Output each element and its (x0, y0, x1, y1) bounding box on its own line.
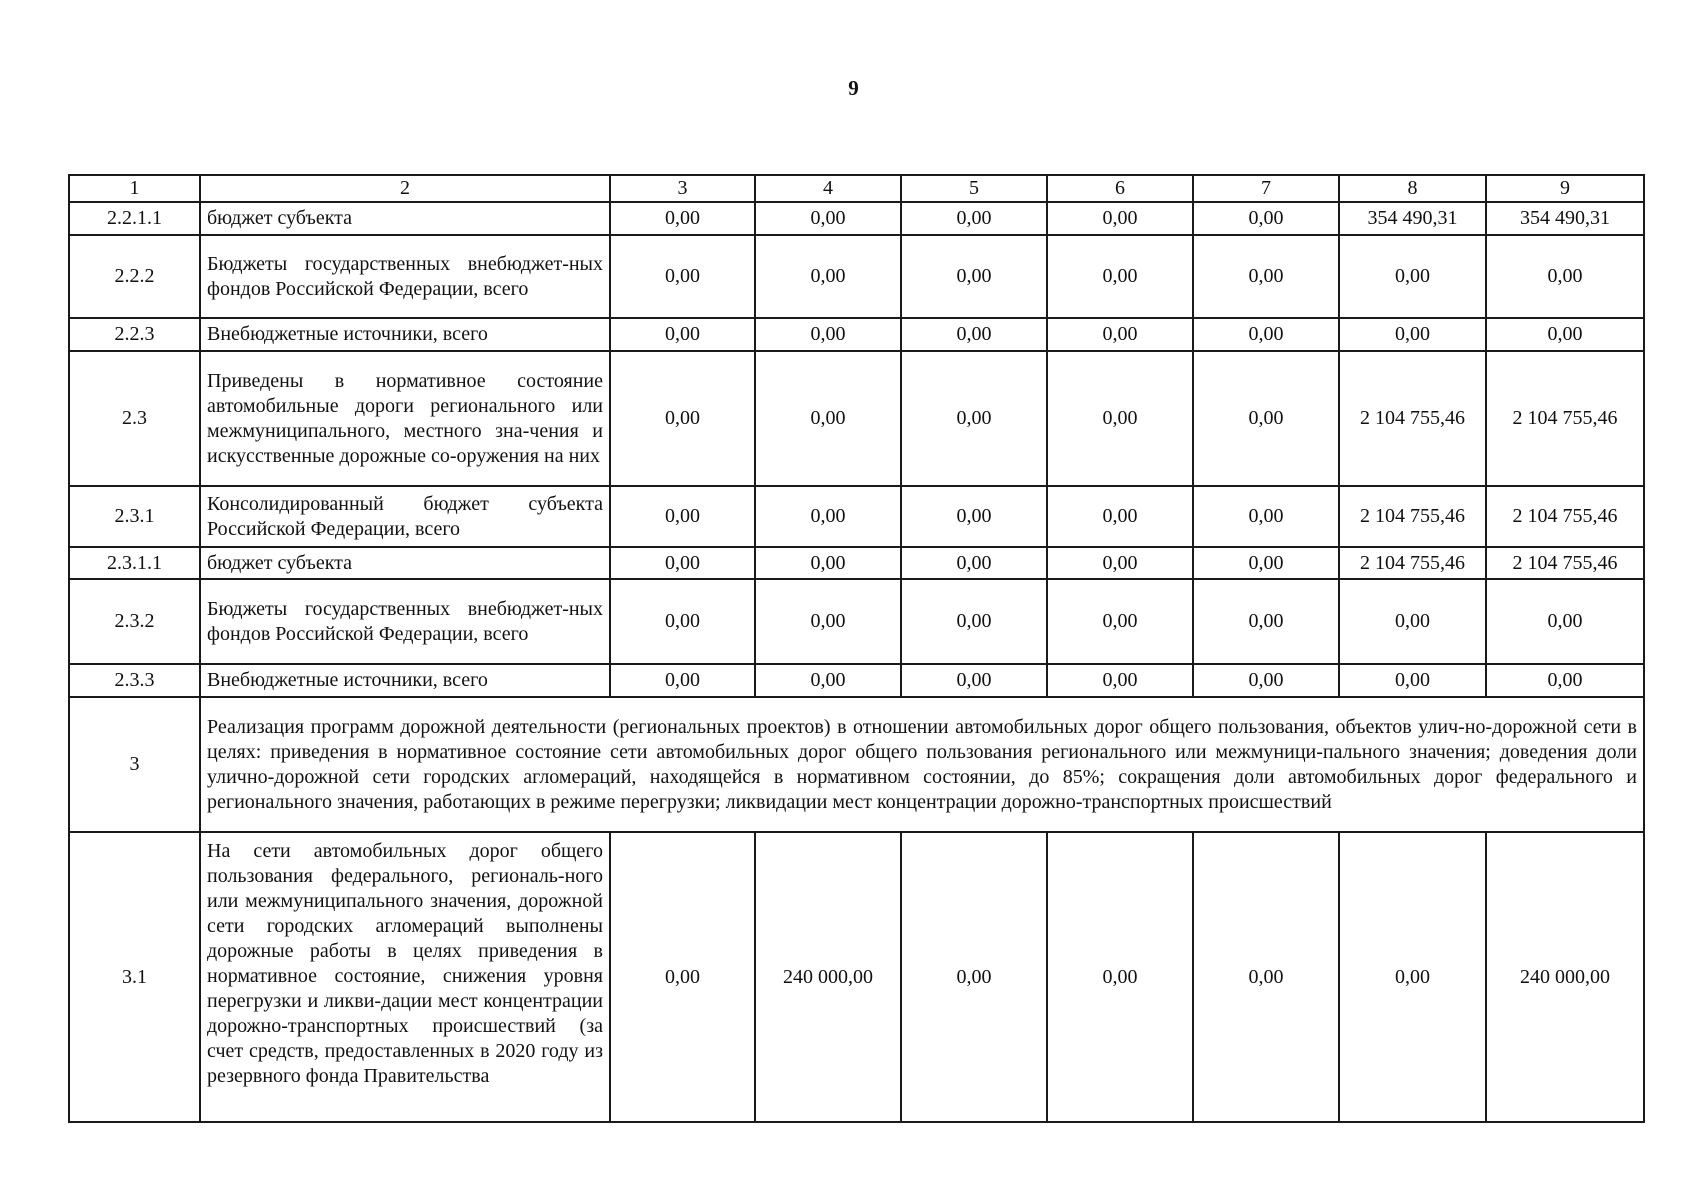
header-cell-8: 8 (1339, 175, 1486, 202)
value-cell: 0,00 (1339, 235, 1486, 318)
value-cell: 2 104 755,46 (1339, 547, 1486, 579)
value-cell: 0,00 (1193, 351, 1339, 486)
value-cell: 0,00 (610, 832, 755, 1122)
row-code: 2.2.2 (69, 235, 200, 318)
value-cell: 240 000,00 (755, 832, 901, 1122)
row-description: Бюджеты государственных внебюджет-ных фондов Российской Федерации, всего (200, 235, 610, 318)
table-row (69, 351, 1644, 486)
value-cell: 0,00 (1486, 664, 1644, 697)
row-code: 2.2.3 (69, 318, 200, 351)
value-cell: 0,00 (901, 547, 1047, 579)
table-header-row (69, 175, 1644, 202)
value-cell: 0,00 (1047, 202, 1193, 235)
value-cell: 0,00 (901, 202, 1047, 235)
value-cell: 0,00 (755, 351, 901, 486)
value-cell: 240 000,00 (1486, 832, 1644, 1122)
row-code: 2.3.2 (69, 579, 200, 664)
value-cell: 0,00 (1047, 351, 1193, 486)
value-cell: 0,00 (1193, 235, 1339, 318)
value-cell: 354 490,31 (1339, 202, 1486, 235)
table-row (69, 579, 1644, 664)
value-cell: 0,00 (755, 318, 901, 351)
value-cell: 0,00 (755, 664, 901, 697)
value-cell: 0,00 (1193, 547, 1339, 579)
row-description: бюджет субъекта (200, 202, 610, 235)
value-cell: 0,00 (1339, 318, 1486, 351)
row-description: Внебюджетные источники, всего (200, 318, 610, 351)
value-cell: 0,00 (901, 235, 1047, 318)
value-cell: 2 104 755,46 (1486, 486, 1644, 547)
section-description: Реализация программ дорожной деятельности (региональных проектов) в отношении автомобильных дорог общего пользования, объектов улич-но-дорожной сети в целях: приведения в нормативное состояние сети автомобильных дорог общего пользования регионального или межмуници-пального значения; доведения доли улично-дорожной сети городских агломераций, находящейся в нормативном состоянии, до 85%; сокращения доли автомобильных дорог федерального и регионального значения, работающих в режиме перегрузки; ликвидации мест концентрации дорожно-транспортных происшествий (200, 697, 1644, 832)
header-cell-6: 6 (1047, 175, 1193, 202)
header-cell-2: 2 (200, 175, 610, 202)
value-cell: 0,00 (1047, 832, 1193, 1122)
value-cell: 0,00 (901, 486, 1047, 547)
header-cell-5: 5 (901, 175, 1047, 202)
value-cell: 2 104 755,46 (1339, 351, 1486, 486)
row-code: 3 (69, 697, 200, 832)
value-cell: 0,00 (901, 579, 1047, 664)
value-cell: 2 104 755,46 (1486, 547, 1644, 579)
value-cell: 0,00 (1193, 318, 1339, 351)
value-cell: 0,00 (1047, 235, 1193, 318)
page-number: 9 (848, 76, 859, 100)
value-cell: 0,00 (901, 832, 1047, 1122)
table-row (69, 486, 1644, 547)
row-description: Бюджеты государственных внебюджет-ных фондов Российской Федерации, всего (200, 579, 610, 664)
row-description: бюджет субъекта (200, 547, 610, 579)
table-row (69, 318, 1644, 351)
value-cell: 0,00 (610, 547, 755, 579)
value-cell: 0,00 (755, 579, 901, 664)
value-cell: 0,00 (901, 664, 1047, 697)
value-cell: 0,00 (1193, 202, 1339, 235)
value-cell: 0,00 (1339, 664, 1486, 697)
value-cell: 2 104 755,46 (1339, 486, 1486, 547)
header-cell-9: 9 (1486, 175, 1644, 202)
value-cell: 0,00 (1047, 486, 1193, 547)
value-cell: 0,00 (1047, 664, 1193, 697)
row-description: Консолидированный бюджет субъекта Российской Федерации, всего (200, 486, 610, 547)
value-cell: 0,00 (1193, 832, 1339, 1122)
budget-table (68, 174, 1645, 1123)
header-cell-4: 4 (755, 175, 901, 202)
value-cell: 0,00 (755, 202, 901, 235)
table-row (69, 235, 1644, 318)
value-cell: 0,00 (901, 318, 1047, 351)
value-cell: 0,00 (755, 235, 901, 318)
value-cell: 0,00 (1193, 579, 1339, 664)
value-cell: 0,00 (755, 547, 901, 579)
value-cell: 0,00 (610, 486, 755, 547)
section-row (69, 697, 1644, 832)
value-cell: 0,00 (1486, 235, 1644, 318)
value-cell: 0,00 (1047, 318, 1193, 351)
value-cell: 0,00 (610, 351, 755, 486)
value-cell: 0,00 (610, 202, 755, 235)
value-cell: 0,00 (610, 664, 755, 697)
value-cell: 2 104 755,46 (1486, 351, 1644, 486)
row-description: На сети автомобильных дорог общего пользования федерального, региональ-ного или межмуниципального значения, дорожной сети городских агломераций выполнены дорожные работы в целях приведения в нормативное состояние, снижения уровня перегрузки и ликви-дации мест концентрации дорожно-транспортных происшествий (за счет средств, предоставленных в 2020 году из резервного фонда Правительства (200, 832, 610, 1122)
header-cell-3: 3 (610, 175, 755, 202)
table-row (69, 664, 1644, 697)
value-cell: 0,00 (1486, 579, 1644, 664)
value-cell: 0,00 (610, 318, 755, 351)
row-code: 2.3.3 (69, 664, 200, 697)
value-cell: 0,00 (1193, 486, 1339, 547)
value-cell: 0,00 (1339, 832, 1486, 1122)
value-cell: 0,00 (901, 351, 1047, 486)
value-cell: 0,00 (1047, 579, 1193, 664)
table-row (69, 547, 1644, 579)
value-cell: 0,00 (1486, 318, 1644, 351)
value-cell: 0,00 (1047, 547, 1193, 579)
value-cell: 0,00 (1339, 579, 1486, 664)
row-code: 3.1 (69, 832, 200, 1122)
row-description: Приведены в нормативное состояние автомобильные дороги регионального или межмуниципального, местного зна-чения и искусственные дорожные со-оружения на них (200, 351, 610, 486)
value-cell: 0,00 (755, 486, 901, 547)
row-code: 2.2.1.1 (69, 202, 200, 235)
value-cell: 0,00 (610, 579, 755, 664)
header-cell-1: 1 (69, 175, 200, 202)
header-cell-7: 7 (1193, 175, 1339, 202)
value-cell: 354 490,31 (1486, 202, 1644, 235)
value-cell: 0,00 (610, 235, 755, 318)
table-row (69, 832, 1644, 1122)
row-code: 2.3 (69, 351, 200, 486)
row-description: Внебюджетные источники, всего (200, 664, 610, 697)
row-code: 2.3.1 (69, 486, 200, 547)
row-code: 2.3.1.1 (69, 547, 200, 579)
value-cell: 0,00 (1193, 664, 1339, 697)
table-row (69, 202, 1644, 235)
